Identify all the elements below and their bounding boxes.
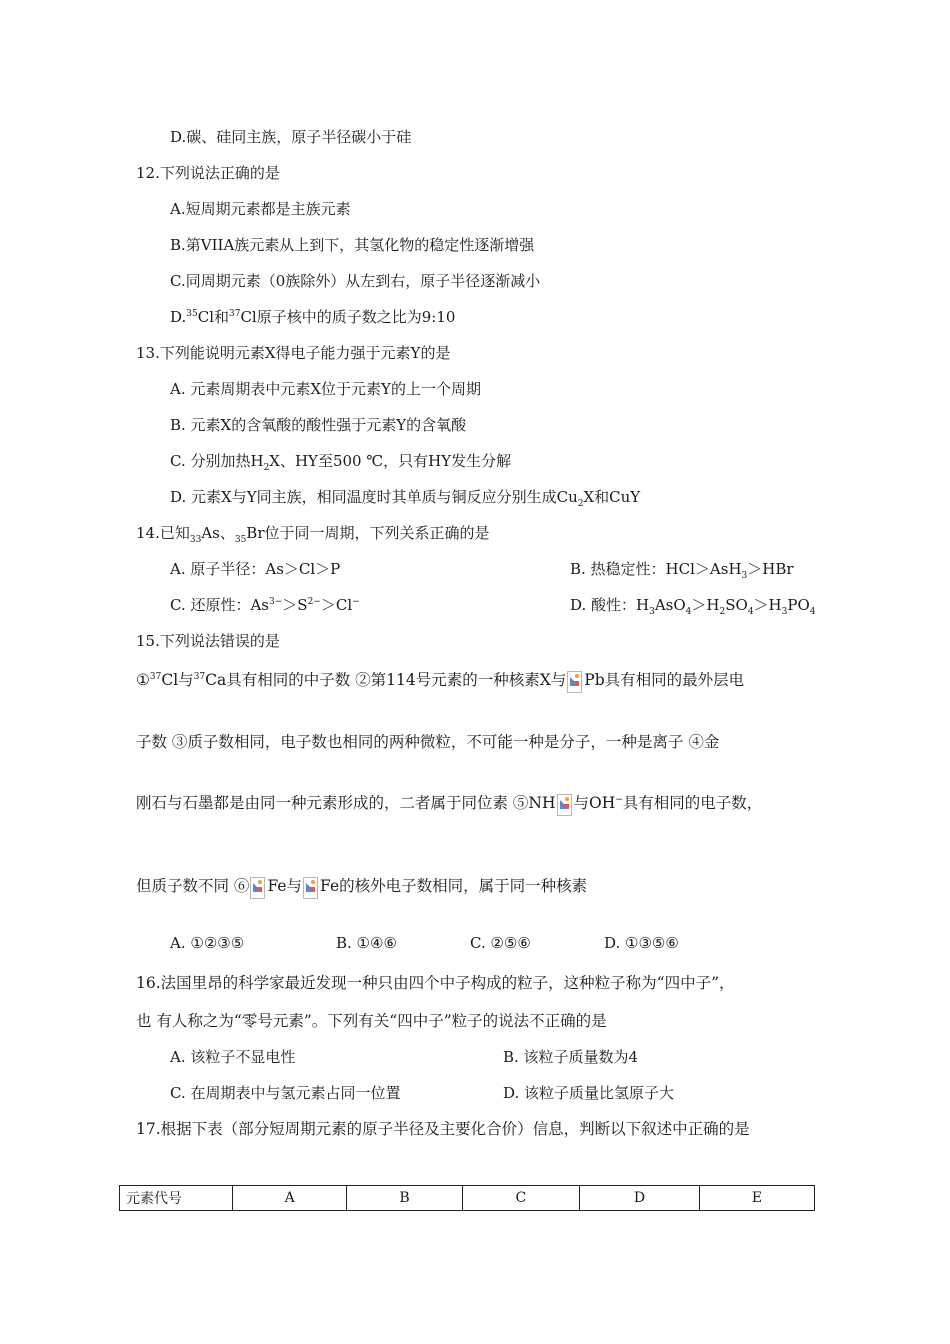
text: D. 酸性：H <box>570 596 650 614</box>
table-header-cell: B <box>347 1186 462 1211</box>
mass-number: 37 <box>193 671 206 682</box>
text: ① <box>136 671 150 689</box>
element-table <box>119 1185 815 1211</box>
charge: 2− <box>307 597 321 607</box>
atomic-number: 35 <box>234 535 247 545</box>
table-header-cell: C <box>462 1186 579 1211</box>
q12-stem: 12.下列说法正确的是 <box>136 164 280 182</box>
q13-option-c <box>170 451 511 471</box>
text: SO <box>725 596 748 614</box>
text: Cl与 <box>161 671 194 689</box>
table-header-cell: E <box>699 1186 814 1211</box>
subscript: 3 <box>781 607 788 617</box>
charge: − <box>352 597 360 607</box>
q12-option-b: B.第VIIA族元素从上到下，其氢化物的稳定性逐渐增强 <box>170 236 535 254</box>
q12-option-a: A.短周期元素都是主族元素 <box>170 200 351 218</box>
atomic-number: 33 <box>189 535 202 545</box>
text: AsO <box>654 596 686 614</box>
q13-option-b: B. 元素X的含氧酸的酸性强于元素Y的含氧酸 <box>170 416 467 434</box>
text: X和CuY <box>583 488 641 506</box>
q15-option-a: A. ①②③⑤ <box>170 934 245 952</box>
text: Cl和 <box>197 308 229 326</box>
q16-option-b: B. 该粒子质量数为4 <box>503 1048 639 1066</box>
subscript: 4 <box>747 607 754 617</box>
text: Fe与 <box>267 877 303 895</box>
q11-option-d: D.碳、硅同主族，原子半径碳小于硅 <box>170 128 412 146</box>
text: 与OH <box>573 794 616 812</box>
text: 刚石与石墨都是由同一种元素形成的，二者属于同位素 ⑤NH <box>136 794 556 812</box>
q16-option-d: D. 该粒子质量比氢原子大 <box>503 1084 675 1102</box>
mass-number: 37 <box>149 671 162 682</box>
text: 14.已知 <box>136 524 190 542</box>
table-header-cell: 元素代号 <box>120 1186 233 1211</box>
q15-line-3 <box>136 792 762 816</box>
mass-number: 35 <box>186 309 198 319</box>
q15-stem: 15.下列说法错误的是 <box>136 632 280 650</box>
table-header-cell: D <box>580 1186 700 1211</box>
q13-option-d <box>170 487 640 507</box>
text: 但质子数不同 ⑥ <box>136 877 250 895</box>
subscript: 3 <box>741 571 748 581</box>
charge: − <box>615 794 623 805</box>
text: PO <box>787 596 810 614</box>
q15-option-b: B. ①④⑥ <box>336 934 397 952</box>
q16-option-c: C. 在周期表中与氢元素占同一位置 <box>170 1084 401 1102</box>
q16-line-2: 也 有人称之为“零号元素”。下列有关“四中子”粒子的说法不正确的是 <box>136 1012 607 1030</box>
table-header-cell: A <box>233 1186 347 1211</box>
text: Br位于同一周期，下列关系正确的是 <box>246 524 490 542</box>
q15-option-d: D. ①③⑤⑥ <box>604 934 679 952</box>
text: Pb具有相同的最外层电 <box>584 671 745 689</box>
q15-line-4 <box>136 875 587 899</box>
text: ＞HBr <box>747 560 794 578</box>
q13-option-a: A. 元素周期表中元素X位于元素Y的上一个周期 <box>170 380 481 398</box>
text: C. 分别加热H <box>170 452 264 470</box>
text: B. 热稳定性：HCl＞AsH <box>570 560 742 578</box>
q14-option-c <box>170 595 360 615</box>
mass-number: 37 <box>229 309 241 319</box>
subscript: 4 <box>685 607 692 617</box>
q15-option-c: C. ②⑤⑥ <box>470 934 531 952</box>
image-placeholder-icon <box>303 875 319 899</box>
text: As、 <box>201 524 235 542</box>
subscript: 2 <box>577 499 584 509</box>
q13-stem: 13.下列能说明元素X得电子能力强于元素Y的是 <box>136 344 451 362</box>
text: D. 元素X与Y同主族，相同温度时其单质与铜反应分别生成Cu <box>170 488 578 506</box>
image-placeholder-icon <box>567 669 583 693</box>
text: 具有相同的电子数， <box>622 794 763 812</box>
charge: 3− <box>269 597 283 607</box>
q14-option-b <box>570 559 794 579</box>
image-placeholder-icon <box>250 875 266 899</box>
text: C. 还原性：As <box>170 596 270 614</box>
text: Cl原子核中的质子数之比为9:10 <box>240 308 456 326</box>
text: ＞H <box>753 596 782 614</box>
q14-option-d <box>570 595 816 615</box>
subscript: 3 <box>649 607 655 617</box>
subscript: 2 <box>263 463 270 473</box>
q15-line-1 <box>136 669 744 693</box>
q16-option-a: A. 该粒子不显电性 <box>170 1048 296 1066</box>
text: X、HY至500 ℃，只有HY发生分解 <box>269 452 512 470</box>
q14-option-a: A. 原子半径：As＞Cl＞P <box>170 560 341 578</box>
text: Fe的核外电子数相同，属于同一种核素 <box>320 877 588 895</box>
q12-option-c: C.同周期元素（0族除外）从左到右，原子半径逐渐减小 <box>170 272 541 290</box>
q14-stem <box>136 523 490 543</box>
text: ＞S <box>282 596 308 614</box>
q17-stem: 17.根据下表（部分短周期元素的原子半径及主要化合价）信息，判断以下叙述中正确的是 <box>136 1120 750 1138</box>
text: D. <box>170 308 187 326</box>
subscript: 4 <box>809 607 816 617</box>
image-placeholder-icon <box>557 792 573 816</box>
q15-line-2: 子数 ③质子数相同，电子数也相同的两种微粒，不可能一种是分子，一种是离子 ④金 <box>136 733 720 751</box>
subscript: 2 <box>719 607 726 617</box>
table-row <box>120 1186 815 1211</box>
q16-line-1: 16.法国里昂的科学家最近发现一种只由四个中子构成的粒子，这种粒子称为“四中子”， <box>136 974 735 992</box>
q12-option-d <box>170 307 455 327</box>
text: ＞H <box>691 596 720 614</box>
text: ＞Cl <box>320 596 353 614</box>
text: Ca具有相同的中子数 ②第114号元素的一种核素X与 <box>205 671 567 689</box>
